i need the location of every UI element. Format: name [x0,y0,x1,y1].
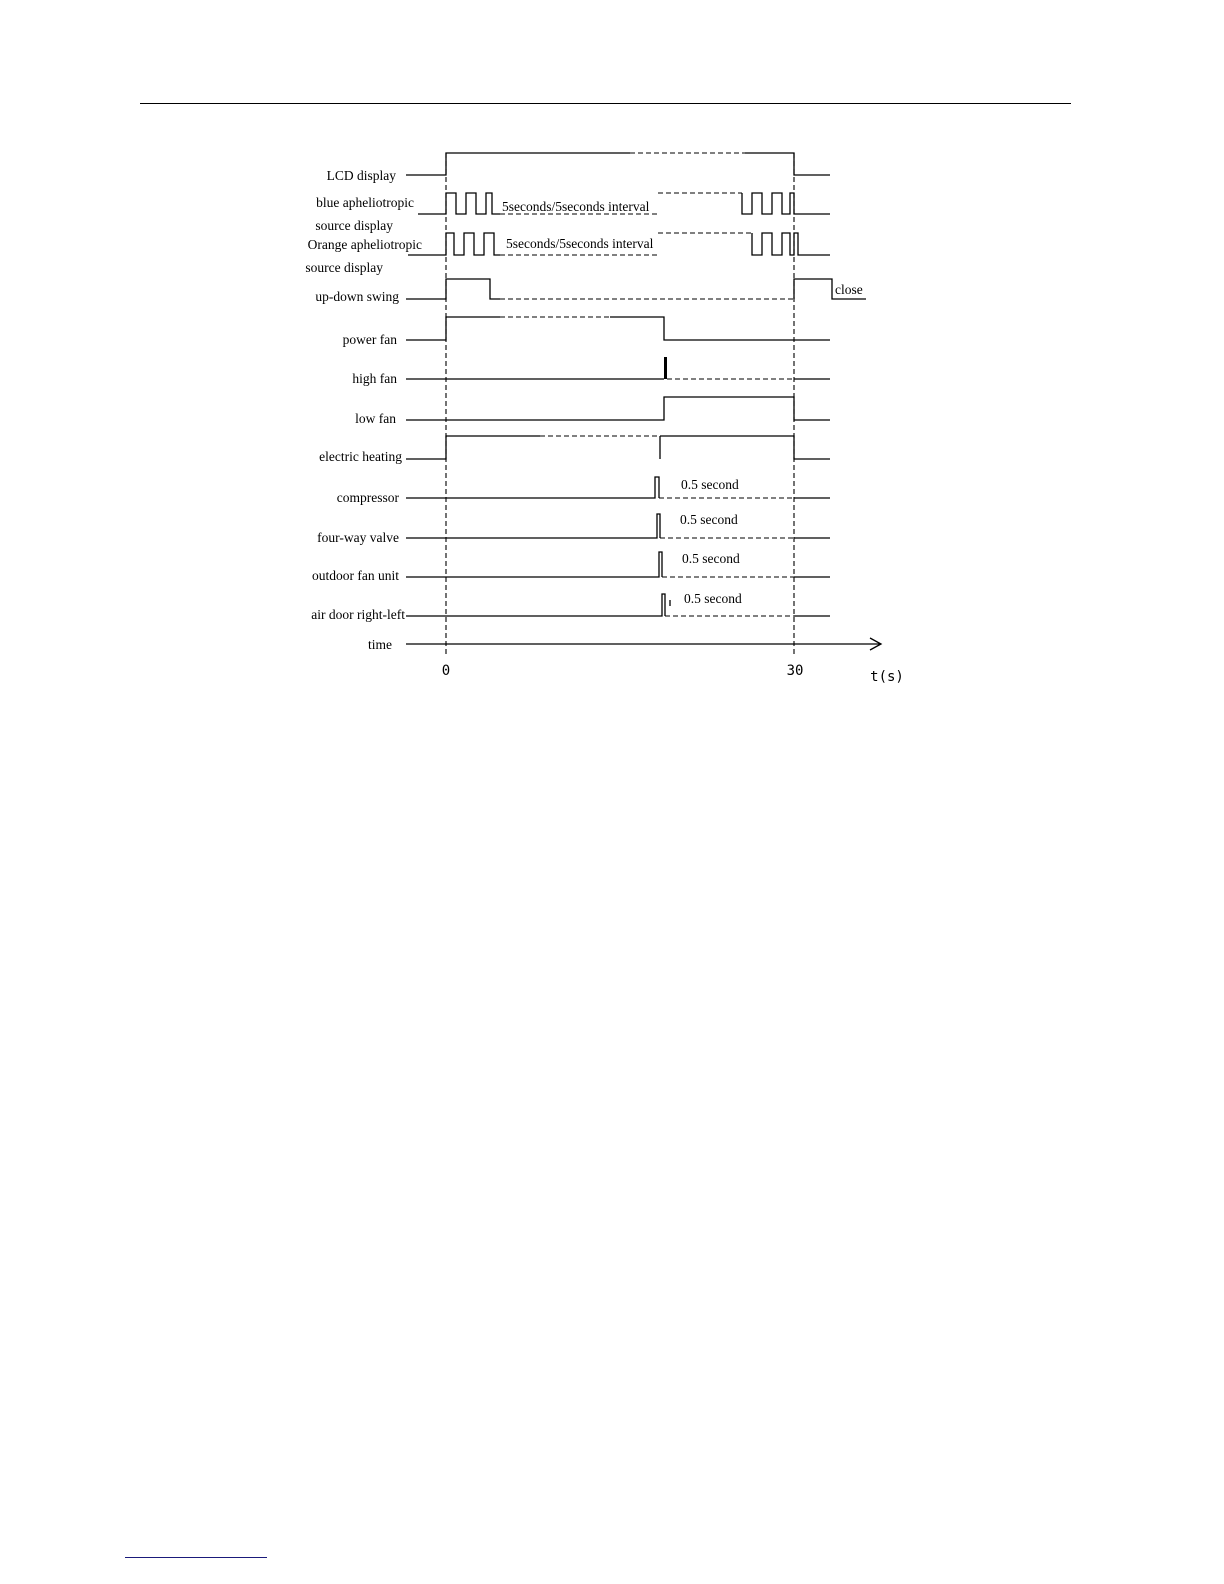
waveform-compressor [406,477,830,498]
label-up-down-swing: up-down swing [315,289,399,304]
label-blue-source-2: source display [315,218,393,233]
blue-interval-note: 5seconds/5seconds interval [502,199,650,214]
tick-end: 30 [786,663,804,679]
compressor-pulse-note: 0.5 second [681,477,739,492]
signal-labels [305,168,422,652]
label-high-fan: high fan [352,371,397,386]
label-air-door-right-left: air door right-left [311,607,405,622]
label-compressor: compressor [336,490,399,505]
waveform-up-down-swing [406,279,866,299]
label-outdoor-fan-unit: outdoor fan unit [312,568,399,583]
swing-close-note: close [835,282,863,297]
label-four-way-valve: four-way valve [317,530,399,545]
waveform-power-fan [406,317,830,340]
label-electric-heating: electric heating [319,449,402,464]
axis-unit-label: t(s) [870,669,904,685]
waveform-four-way-valve [406,514,830,538]
tick-start: 0 [441,663,451,679]
orange-interval-note: 5seconds/5seconds interval [506,236,654,251]
waveform-high-fan [406,357,830,379]
waveform-outdoor-fan-unit [406,552,830,577]
waveform-low-fan [406,397,830,420]
time-markers [446,153,794,655]
label-lcd-display: LCD display [326,168,396,183]
waveform-lcd-display [406,153,830,175]
label-low-fan: low fan [355,411,396,426]
label-blue-source: blue apheliotropic [316,195,414,210]
label-time: time [368,637,392,652]
outdoor-pulse-note: 0.5 second [682,551,740,566]
waveform-electric-heating [406,436,830,459]
label-orange-source: Orange apheliotropic [307,237,422,252]
label-power-fan: power fan [342,332,397,347]
footer-rule [125,1557,267,1558]
air-door-pulse-note: 0.5 second [684,591,742,606]
annotations [502,199,863,606]
valve-pulse-note: 0.5 second [680,512,738,527]
label-orange-source-2: source display [305,260,383,275]
time-axis [406,638,904,685]
waveform-air-door [406,594,830,616]
